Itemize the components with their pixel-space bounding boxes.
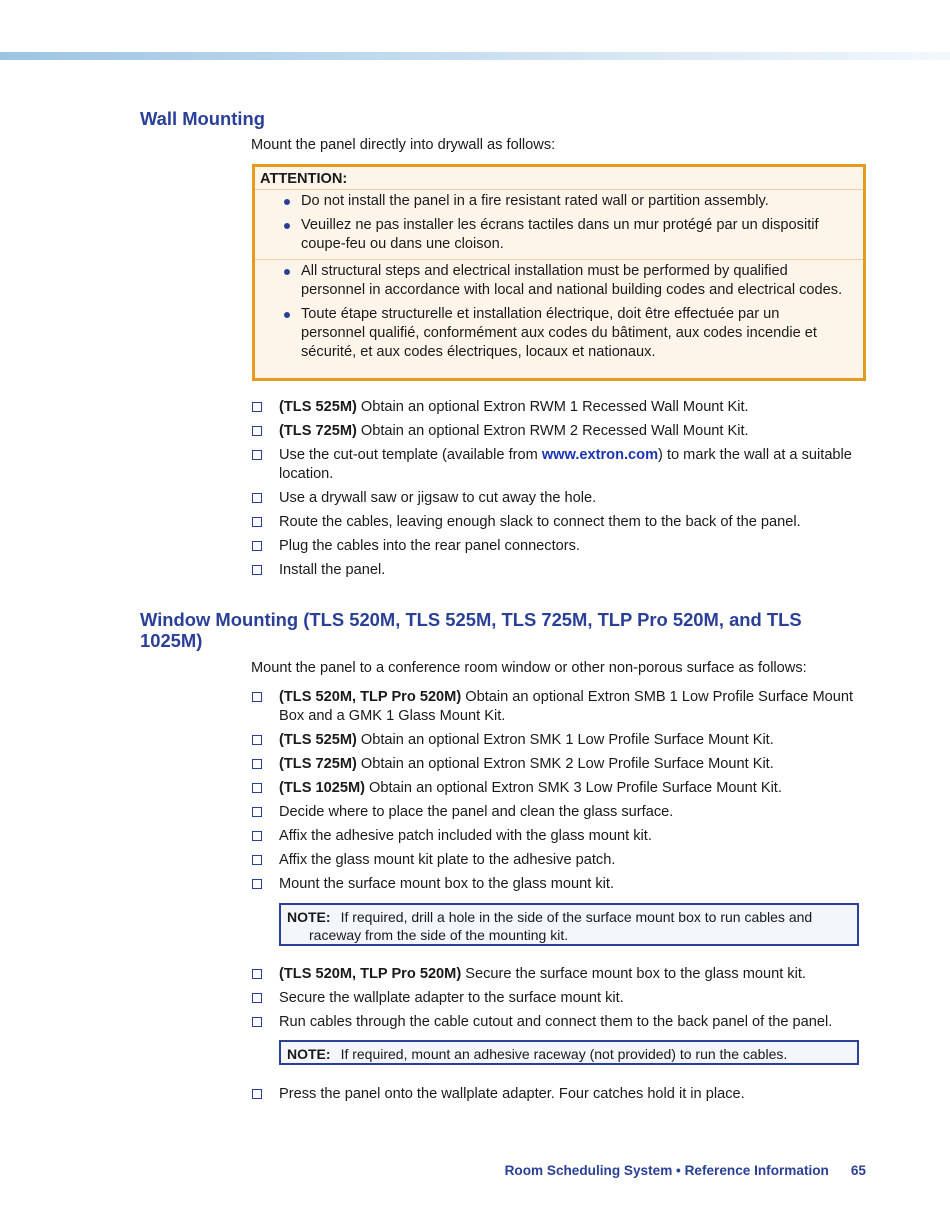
step-text: Obtain an optional Extron RWM 1 Recessed Wall Mount Kit. — [356, 399, 749, 415]
checklist-item — [252, 803, 861, 822]
bullet-icon — [284, 269, 290, 275]
note-text: raceway from the side of the mounting kit. — [309, 927, 569, 943]
checklist-item — [252, 989, 861, 1008]
checkbox-icon — [252, 1017, 262, 1027]
window-mount-steps-b — [252, 965, 879, 1037]
attention-group — [255, 190, 863, 254]
checkbox-icon — [252, 692, 262, 702]
note-text: If required, mount an adhesive raceway (not provided) to run the cables. — [340, 1046, 788, 1062]
checkbox-icon — [252, 565, 262, 575]
checkbox-icon — [252, 426, 262, 436]
note-box-drill-hole — [279, 903, 859, 946]
step-text: Route the cables, leaving enough slack to connect them to the back of the panel. — [279, 514, 801, 530]
attention-box — [252, 164, 866, 381]
page-footer — [470, 1161, 866, 1180]
checklist-item — [252, 422, 861, 441]
checkbox-icon — [252, 783, 262, 793]
model-label: (TLS 520M, TLP Pro 520M) — [279, 966, 462, 982]
step-text: Obtain an optional Extron RWM 2 Recessed Wall Mount Kit. — [356, 423, 749, 439]
checklist-item — [252, 489, 861, 508]
checkbox-icon — [252, 735, 262, 745]
attention-label: ATTENTION: — [255, 167, 863, 190]
checkbox-icon — [252, 402, 262, 412]
checklist-item — [252, 688, 861, 726]
step-text: Affix the adhesive patch included with the glass mount kit. — [279, 828, 652, 844]
step-text: ) to mark the wall at a suitable location. — [279, 447, 852, 482]
attention-item — [255, 192, 863, 211]
checkbox-icon — [252, 969, 262, 979]
step-text: Use a drywall saw or jigsaw to cut away the hole. — [279, 490, 597, 506]
step-text: Install the panel. — [279, 562, 386, 578]
bullet-icon — [284, 312, 290, 318]
step-text: Use the cut-out template (available from — [279, 447, 542, 463]
attention-text: All structural steps and electrical installation must be performed by qualified personnel in accordance with local and national building codes and electrical codes. — [301, 263, 843, 298]
model-label: (TLS 525M) — [279, 732, 357, 748]
attention-text: Toute étape structurelle et installation électrique, doit être effectuée par un personnel qualifié, conformément aux codes du bâtiment, aux codes incendie et sécurité, et aux codes électriques, locaux et nationaux. — [301, 306, 817, 360]
checkbox-icon — [252, 450, 262, 460]
step-text: Secure the wallplate adapter to the surface mount kit. — [279, 990, 624, 1006]
header-gradient-bar — [0, 52, 950, 60]
wall-mount-steps — [252, 398, 861, 585]
step-text: Obtain an optional Extron SMK 3 Low Profile Surface Mount Kit. — [364, 780, 782, 796]
window-mount-steps-c — [252, 1085, 861, 1109]
footer-title: Room Scheduling System • Reference Information — [504, 1163, 829, 1178]
checkbox-icon — [252, 831, 262, 841]
checklist-item — [252, 827, 861, 846]
checklist-item — [252, 513, 861, 532]
checkbox-icon — [252, 1089, 262, 1099]
note-box-raceway — [279, 1040, 859, 1065]
note-label: NOTE: — [287, 1046, 331, 1062]
checklist-item — [252, 1085, 861, 1104]
checklist-item — [252, 446, 861, 484]
attention-item — [255, 305, 863, 362]
note-text: If required, drill a hole in the side of the surface mount box to run cables and — [340, 909, 813, 925]
step-text: Secure the surface mount box to the glass mount kit. — [461, 966, 806, 982]
model-label: (TLS 725M) — [279, 423, 357, 439]
checklist-item — [252, 561, 861, 580]
checklist-item — [252, 851, 861, 870]
attention-text: Do not install the panel in a fire resistant rated wall or partition assembly. — [301, 193, 769, 209]
checklist-item — [252, 875, 861, 894]
step-text: Decide where to place the panel and clean the glass surface. — [279, 804, 674, 820]
model-label: (TLS 725M) — [279, 756, 357, 772]
checkbox-icon — [252, 993, 262, 1003]
note-label: NOTE: — [287, 909, 331, 925]
step-text: Obtain an optional Extron SMK 2 Low Profile Surface Mount Kit. — [356, 756, 774, 772]
checkbox-icon — [252, 807, 262, 817]
attention-group — [255, 259, 863, 362]
section-heading-window-mounting: Window Mounting (TLS 520M, TLS 525M, TLS 725M, TLP Pro 520M, and TLS 1025M) — [140, 609, 802, 651]
step-text: Obtain an optional Extron SMK 1 Low Profile Surface Mount Kit. — [356, 732, 774, 748]
model-label: (TLS 525M) — [279, 399, 357, 415]
checkbox-icon — [252, 879, 262, 889]
checkbox-icon — [252, 759, 262, 769]
bullet-icon — [284, 223, 290, 229]
step-text: Press the panel onto the wallplate adapter. Four catches hold it in place. — [279, 1086, 745, 1102]
bullet-icon — [284, 199, 290, 205]
attention-item — [255, 216, 863, 254]
step-text: Mount the surface mount box to the glass mount kit. — [279, 876, 615, 892]
checklist-item — [252, 779, 861, 798]
model-label: (TLS 1025M) — [279, 780, 365, 796]
extron-website-link[interactable]: www.extron.com — [541, 447, 659, 463]
window-mount-steps-a — [252, 688, 861, 899]
checkbox-icon — [252, 855, 262, 865]
attention-item — [255, 262, 863, 300]
checkbox-icon — [252, 517, 262, 527]
step-text: Run cables through the cable cutout and connect them to the back panel of the panel. — [279, 1014, 833, 1030]
wall-mounting-intro: Mount the panel directly into drywall as follows: — [251, 137, 556, 153]
step-text: Obtain an optional Extron SMB 1 Low Profile Surface Mount Box and a GMK 1 Glass Mount Kit. — [279, 689, 854, 724]
checklist-item — [252, 1013, 879, 1032]
attention-text: Veuillez ne pas installer les écrans tactiles dans un mur protégé par un dispositif coupe-feu ou dans une cloison. — [301, 217, 819, 252]
section-heading-wall-mounting: Wall Mounting — [140, 108, 265, 129]
checklist-item — [252, 755, 861, 774]
step-text: Plug the cables into the rear panel connectors. — [279, 538, 580, 554]
checklist-item — [252, 537, 861, 556]
checklist-item — [252, 965, 861, 984]
page-number: 65 — [850, 1163, 866, 1178]
checkbox-icon — [252, 541, 262, 551]
checklist-item — [252, 398, 861, 417]
checklist-item — [252, 731, 861, 750]
step-text: Affix the glass mount kit plate to the adhesive patch. — [279, 852, 616, 868]
window-mounting-intro: Mount the panel to a conference room window or other non-porous surface as follows: — [251, 660, 807, 676]
model-label: (TLS 520M, TLP Pro 520M) — [279, 689, 462, 705]
checkbox-icon — [252, 493, 262, 503]
